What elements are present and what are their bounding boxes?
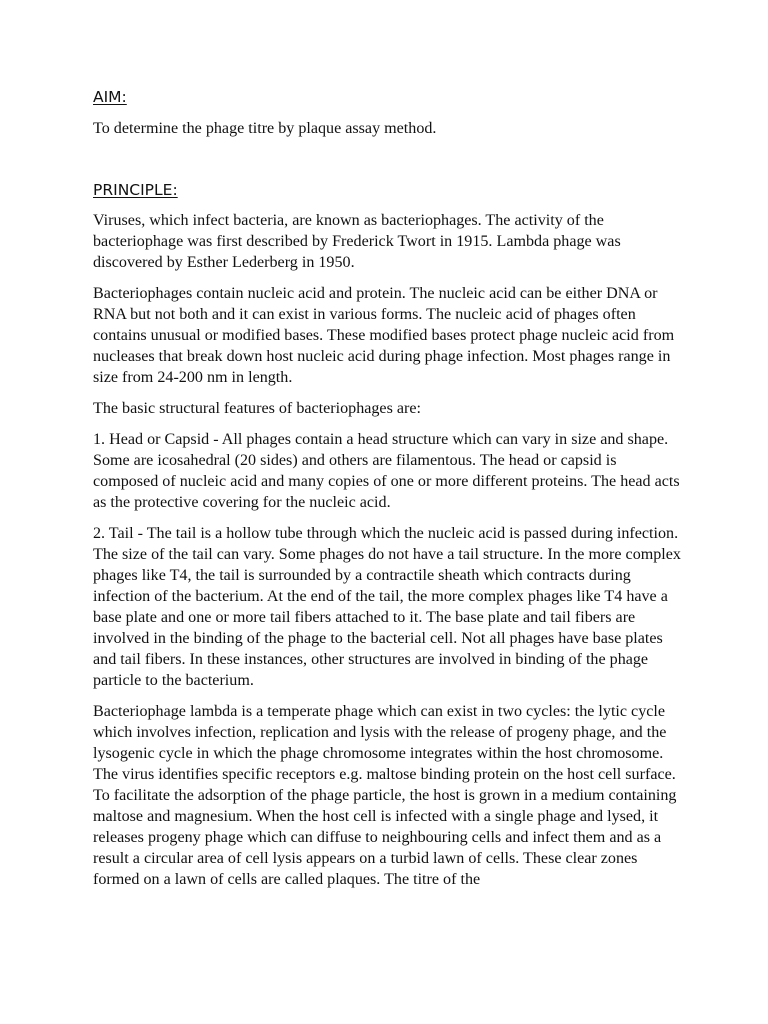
principle-paragraph-head-capsid: 1. Head or Capsid - All phages contain a head structure which can vary in size and shape. Some are icosahedral (20 sides) and others are filamentous. The head or capsid is composed of nucleic acid and many copies of one or more different proteins. The head acts as the protective covering for the nucleic acid. [93, 431, 680, 511]
aim-heading: AIM: [93, 88, 127, 106]
principle-paragraph-composition: Bacteriophages contain nucleic acid and protein. The nucleic acid can be either DNA or RNA but not both and it can exist in various forms. The nucleic acid of phages often contains unusual or modified bases. These modified bases protect phage nucleic acid from nucleases that break down host nucleic acid during phage infection. Most phages range in size from 24-200 nm in length. [93, 285, 675, 386]
principle-paragraph-lambda: Bacteriophage lambda is a temperate phage which can exist in two cycles: the lytic cycle which involves infection, replication and lysis with the release of progeny phage, and the lysogenic cycle in which the phage chromosome integrates within the host chromosome. The virus identifies specific receptors e.g. maltose binding protein on the host cell surface. To facilitate the adsorption of the phage particle, the host is grown in a medium containing maltose and magnesium. When the host cell is infected with a single phage and lysed, it releases progeny phage which can diffuse to neighbouring cells and infect them and as a result a circular area of cell lysis appears on a turbid lawn of cells. These clear zones formed on a lawn of cells are called plaques. The titre of the [93, 703, 677, 888]
document-body [93, 86, 683, 890]
aim-text: To determine the phage titre by plaque assay method. [93, 120, 437, 137]
principle-heading: PRINCIPLE: [93, 181, 178, 199]
principle-paragraph-discovery: Viruses, which infect bacteria, are known as bacteriophages. The activity of the bacteriophage was first described by Frederick Twort in 1915. Lambda phage was discovered by Esther Lederberg in 1950. [93, 212, 621, 271]
principle-paragraph-tail: 2. Tail - The tail is a hollow tube through which the nucleic acid is passed during infection. The size of the tail can vary. Some phages do not have a tail structure. In the more complex phages like T4, the tail is surrounded by a contractile sheath which contracts during infection of the bacterium. At the end of the tail, the more complex phages like T4 have a base plate and one or more tail fibers attached to it. The base plate and tail fibers are involved in the binding of the phage to the bacterial cell. Not all phages have base plates and tail fibers. In these instances, other structures are involved in binding of the phage particle to the bacterium. [93, 525, 681, 689]
principle-paragraph-features-intro: The basic structural features of bacteriophages are: [93, 400, 421, 417]
